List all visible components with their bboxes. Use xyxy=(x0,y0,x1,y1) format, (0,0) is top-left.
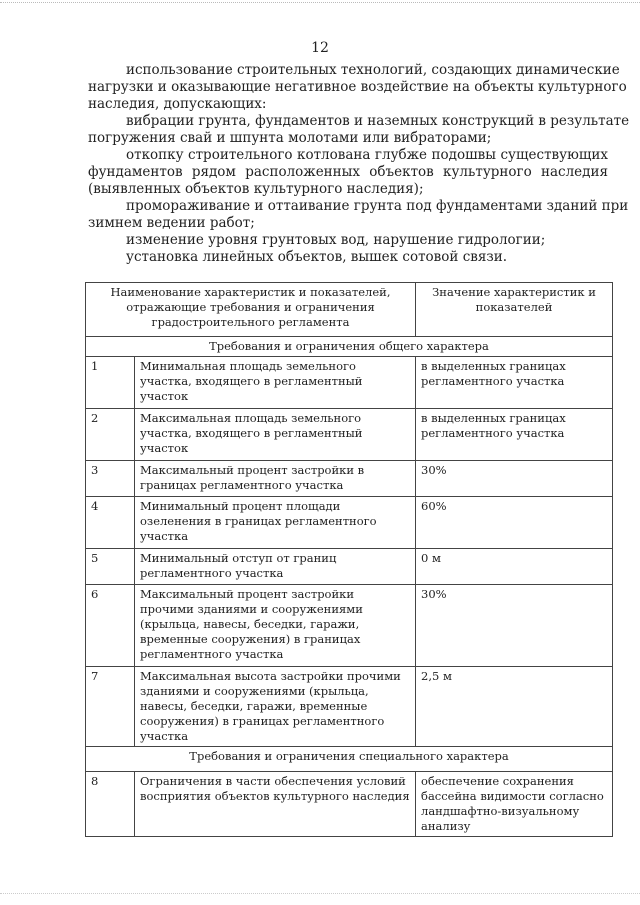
table-row xyxy=(86,667,613,747)
section-title-special: Требования и ограничения специального характера xyxy=(86,747,613,772)
row-number: 5 xyxy=(86,549,135,585)
row-characteristic: Максимальная высота застройки прочими зданиями и сооружениями (крыльца, навесы, беседки, гаражи, временные сооружения) в границах регламентного участка xyxy=(135,667,416,747)
row-characteristic: Максимальный процент застройки прочими зданиями и сооружениями (крыльца, навесы, беседки, гаражи, временные сооружения) в границах регламентного участка xyxy=(135,585,416,667)
section-row-general xyxy=(86,337,613,357)
paragraph-line: использование строительных технологий, создающих динамические xyxy=(126,62,620,78)
row-value: в выделенных границах регламентного участка xyxy=(416,409,613,461)
row-value: 0 м xyxy=(416,549,613,585)
row-characteristic: Минимальный отступ от границ регламентного участка xyxy=(135,549,416,585)
row-number: 6 xyxy=(86,585,135,667)
header-values: Значение характеристик и показателей xyxy=(416,283,613,337)
row-value: обеспечение сохранения бассейна видимости согласно ландшафтно-визуальному анализу xyxy=(416,772,613,837)
table-row xyxy=(86,461,613,497)
table-row xyxy=(86,772,613,837)
header-characteristics: Наименование характеристик и показателей, отражающие требования и ограничения градостроительного регламента xyxy=(86,283,416,337)
table-row xyxy=(86,409,613,461)
scan-bottom-edge xyxy=(0,893,640,896)
row-characteristic: Ограничения в части обеспечения условий восприятия объектов культурного наследия xyxy=(135,772,416,837)
table-row xyxy=(86,585,613,667)
page-number: 12 xyxy=(311,40,329,56)
row-number: 8 xyxy=(86,772,135,837)
row-value: 2,5 м xyxy=(416,667,613,747)
row-value: 30% xyxy=(416,461,613,497)
row-value: в выделенных границах регламентного участка xyxy=(416,357,613,409)
paragraph-line: зимнем ведении работ; xyxy=(88,215,255,231)
scan-top-edge xyxy=(0,0,640,3)
row-characteristic: Максимальный процент застройки в границах регламентного участка xyxy=(135,461,416,497)
row-value: 30% xyxy=(416,585,613,667)
section-row-special xyxy=(86,747,613,772)
paragraph-line: вибрации грунта, фундаментов и наземных конструкций в результате xyxy=(126,113,630,129)
paragraph-line: (выявленных объектов культурного наследия); xyxy=(88,181,424,197)
paragraph-line: наследия, допускающих: xyxy=(88,96,267,112)
regulation-table xyxy=(85,282,613,837)
row-number: 2 xyxy=(86,409,135,461)
paragraph-line: промораживание и оттаивание грунта под фундаментами зданий при xyxy=(126,198,629,214)
paragraph-line: погружения свай и шпунта молотами или вибраторами; xyxy=(88,130,492,146)
row-characteristic: Минимальный процент площади озеленения в границах регламентного участка xyxy=(135,497,416,549)
row-number: 7 xyxy=(86,667,135,747)
paragraph-line: фундаментов рядом расположенных объектов культурного наследия xyxy=(88,164,608,180)
row-characteristic: Максимальная площадь земельного участка, входящего в регламентный участок xyxy=(135,409,416,461)
paragraph-line: откопку строительного котлована глубже подошвы существующих xyxy=(126,147,608,163)
table-row xyxy=(86,549,613,585)
paragraph-line: изменение уровня грунтовых вод, нарушение гидрологии; xyxy=(126,232,546,248)
table-header-row xyxy=(86,283,613,337)
row-number: 4 xyxy=(86,497,135,549)
paragraph-line: установка линейных объектов, вышек сотовой связи. xyxy=(126,249,508,265)
section-title-general: Требования и ограничения общего характера xyxy=(86,337,613,357)
table-row xyxy=(86,357,613,409)
row-number: 1 xyxy=(86,357,135,409)
row-value: 60% xyxy=(416,497,613,549)
table-row xyxy=(86,497,613,549)
paragraph-line: нагрузки и оказывающие негативное воздействие на объекты культурного xyxy=(88,79,627,95)
row-characteristic: Минимальная площадь земельного участка, входящего в регламентный участок xyxy=(135,357,416,409)
row-number: 3 xyxy=(86,461,135,497)
